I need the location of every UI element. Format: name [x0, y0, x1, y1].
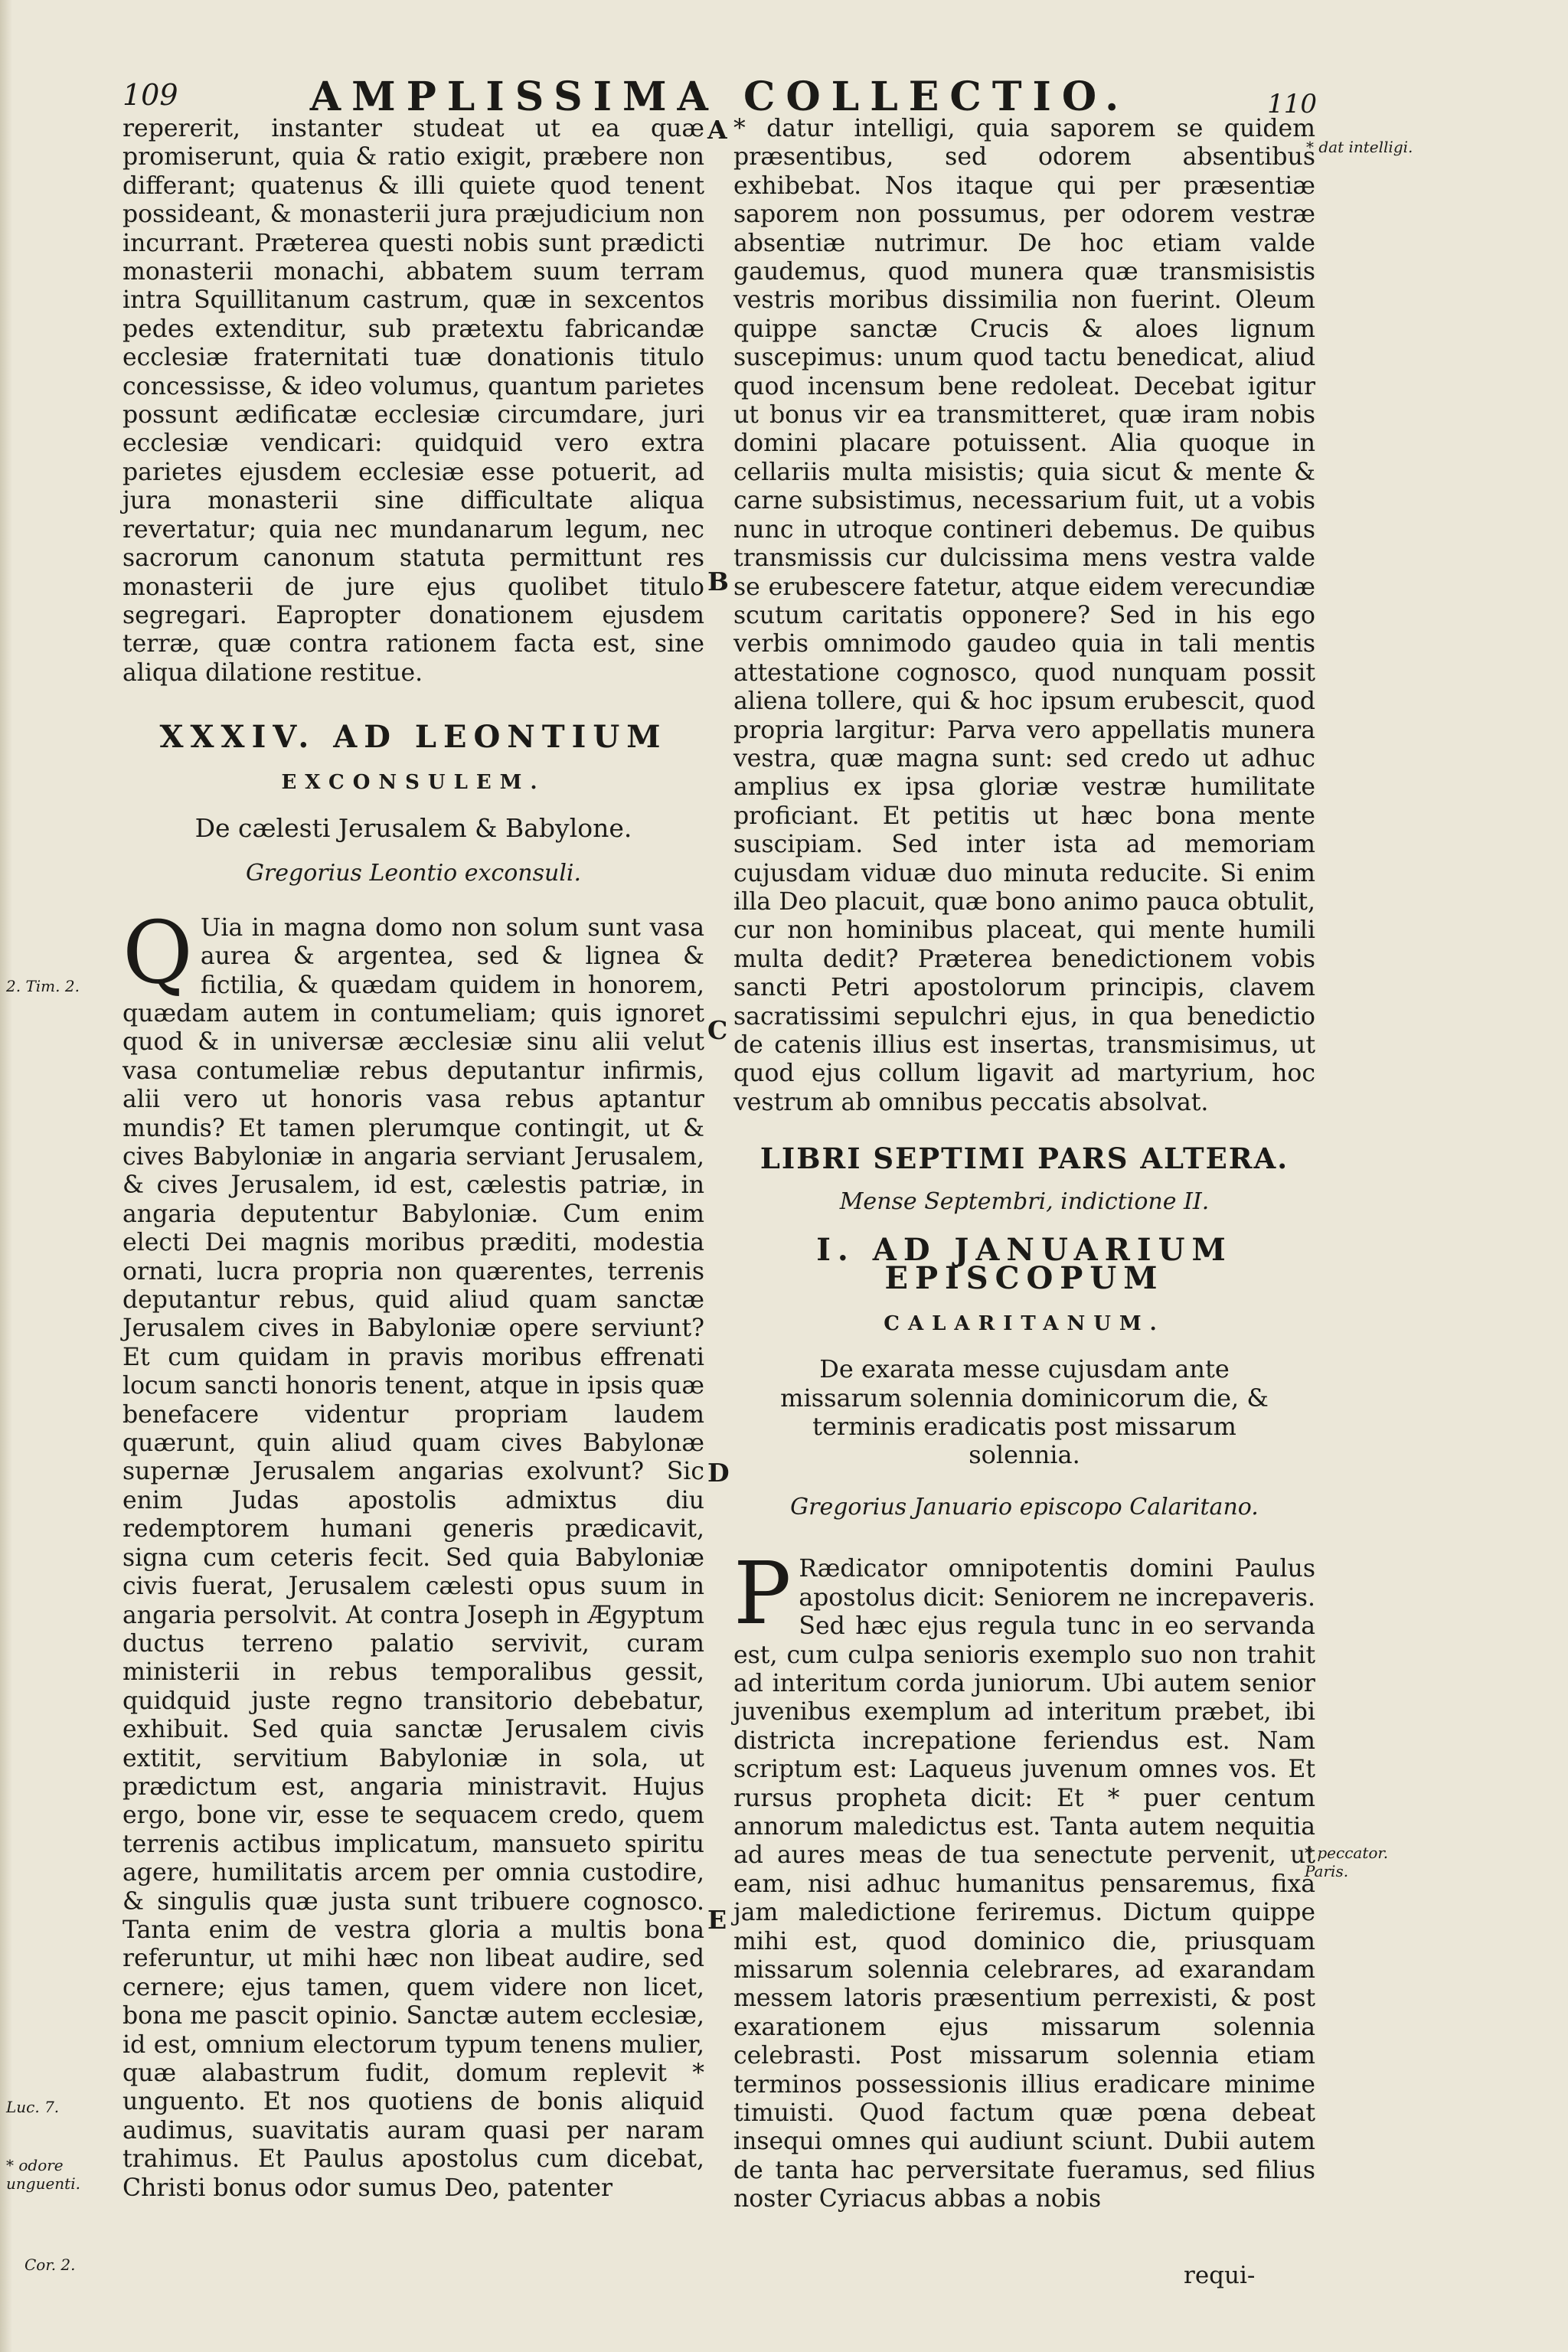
letter-body-januarius — [733, 1544, 1315, 2213]
left-column — [122, 115, 704, 2203]
right-intro-paragraph: * datur intelligi, quia saporem se quidem præsentibus, sed odorem absentibus exhibebat. Nos itaque qui per præsentiæ saporem non possumus, per odorem vestræ absentiæ nutrimur. De hoc etiam valde gaudemus, quod munera quæ transmisistis vestris moribus dissimilia non fuerint. Oleum quippe sanctæ Crucis & aloes lignum suscepimus: unum quod tactu benedicat, aliud quod incensum bene redoleat. Decebat igitur ut bonus vir ea transmitteret, quæ iram nobis domini placare potuissent. Alia quoque in cellariis multa misistis; quia sicut & mente & carne subsistimus, necessarium fuit, ut a vobis nunc in utroque contineri debemus. De quibus transmissis cur dulcissima mens vestra valde se erubescere fatetur, atque eidem verecundiæ scutum caritatis opponere? Sed in his ego verbis omnimodo gaudeo quia in tali mentis attestatione cognosco, quod nunquam possit aliena tollere, qui & hoc ipsum erubescit, quod propria largitur: Parva vero appellatis munera vestra, quæ magna sunt: sed credo ut adhuc amplius ex ipsa gloriæ vestræ humilitate proficiant. Et petitis ut hæc bona mente suscipiam. Sed inter ista ad memoriam cujusdam viduæ duo minuta reducite. Si enim illa Deo placuit, quæ bono animo pauca obtulit, cur non hominibus placeat, qui mente humili multa dedit? Præterea benedictionem vobis sancti Petri apostolorum principis, clavem sacratissimi sepulchri ejus, in qua benedictio de catenis illius est insertas, transmisimus, ut quod ejus collum ligavit ad martyrium, hoc vestrum ab omnibus peccatis absolvat. — [733, 115, 1315, 1116]
page-number-right: 110 — [1267, 89, 1317, 119]
section-letter-e: E — [707, 1905, 727, 1935]
page-number-left: 109 — [122, 78, 178, 112]
section-topic-right: De exarata messe cujusdam ante missarum solennia dominicorum die, & terminis eradicatis post missarum solennia. — [780, 1354, 1269, 1470]
section-letter-c: C — [707, 1015, 728, 1045]
margin-note-odore: * odore unguenti. — [6, 2156, 80, 2193]
margin-note-luc: Luc. 7. — [6, 2098, 60, 2116]
margin-note-dat-intelligi: * dat intelligi. — [1306, 138, 1413, 156]
section-heading-i: I. AD JANUARIUM EPISCOPUM — [816, 1232, 1233, 1297]
right-column — [733, 115, 1315, 2214]
date-line: Mense Septembri, indictione II. — [839, 1187, 1210, 1215]
section-subheading: EXCONSULEM. — [281, 770, 546, 794]
drop-cap-right: P — [733, 1544, 792, 1645]
catchword: requi- — [1184, 2262, 1256, 2289]
left-intro-paragraph: repererit, instanter studeat ut ea quæ promiserunt, quia & ratio exigit, præbere non differant; quatenus & illi quiete quod tenent possideant, & monasterii jura præjudicium non incurrant. Præterea questi nobis sunt prædicti monasterii monachi, abbatem suum terram intra Squillitanum castrum, quæ in sexcentos pedes extenditur, sub prætextu fabricandæ ecclesiæ fraternitati tuæ donationis titulo concessisse, & ideo volumus, quantum parietes possunt ædificatæ ecclesiæ circumdare, juri ecclesiæ vendicari: quidquid vero extra parietes ejusdem ecclesiæ esse potuerit, ad jura monasterii sine difficultate aliqua revertatur; quia nec mundanarum legum, nec sacrorum canonum statuta permittunt res monasterii de jure ejus quolibet titulo segregari. Eapropter donationem ejusdem terræ, quæ contra rationem facta est, sine aliqua dilatione restitue. — [122, 115, 704, 687]
running-title: AMPLISSIMA COLLECTIO. — [309, 74, 1130, 120]
margin-note-cor: Cor. 2. — [24, 2256, 76, 2274]
letter-byline: Gregorius Leontio exconsuli. — [245, 860, 582, 887]
book-part-heading: LIBRI SEPTIMI PARS ALTERA. — [760, 1142, 1289, 1176]
drop-cap: Q — [122, 903, 193, 1003]
letter-byline-right: Gregorius Januario episcopo Calaritano. — [790, 1493, 1259, 1521]
letter-text-right: Rædicator omnipotentis domini Paulus apostolus dicit: Seniorem ne increpaveris. Sed hæc ejus regula tunc in eo servanda est, cum culpa senioris exemplo suo non trahit ad interitum corda juniorum. Ubi autem senior juvenibus exemplum ad interitum præbet, ibi districta increpatione feriendus est. Nam scriptum est: Laqueus juvenum omnes vos. Et rursus propheta dicit: Et * puer centum annorum maledictus est. Tanta autem nequitia ad aures meas de tua senectute pervenit, ut eam, nisi adhuc humanitus pensaremus, fixa jam maledictione feriremus. Dictum quippe mihi est, quod dominico die, priusquam missarum solennia celebrares, ad exarandam messem latoris præsentium perrexisti, & post exarationem ejus missarum solennia celebrasti. Post missarum solennia etiam terminos possessionis illius eradicare minime timuisti. Quod factum quæ pœna debeat insequi omnes qui audiunt sciunt. Dubii autem de tanta hac perversitate fueramus, sed filius noster Cyriacus abbas a nobis — [733, 1555, 1315, 2213]
section-heading-xxxiv: XXXIV. AD LEONTIUM — [159, 719, 668, 756]
binding-gutter — [0, 0, 12, 2352]
section-letter-d: D — [707, 1458, 730, 1488]
section-letter-b: B — [707, 567, 729, 596]
running-header — [122, 74, 1317, 119]
section-topic: De cælesti Jerusalem & Babylone. — [194, 812, 632, 843]
section-subheading-calaritanum: CALARITANUM. — [884, 1312, 1165, 1335]
letter-body-leontius — [122, 903, 704, 2203]
letter-text: Uia in magna domo non solum sunt vasa aurea & argentea, sed & lignea & fictilia, & quædam quidem in honorem, quædam autem in contumeliam; quis ignoret quod & in universæ æcclesiæ sinu alii velut vasa contumeliæ rebus deputantur infirmis, alii vero ut honoris vasa rebus aptantur mundis? Et tamen plerumque contingit, ut & cives Babyloniæ in angaria serviant Jerusalem, & cives Jerusalem, id est, cælestis patriæ, in angaria deputentur Babyloniæ. Cum enim electi Dei magnis moribus præditi, modestia ornati, lucra propria non quærentes, terrenis deputantur rebus, quid aliud quam sanctæ Jerusalem cives in Babyloniæ opere serviunt? Et cum quidam in pravis moribus effrenati locum sancti honoris tenent, atque in ipsis quæ benefacere videntur propriam laudem quærunt, quin aliud quam cives Babylonæ supernæ Jerusalem angarias exolvunt? Sic enim Judas apostolis admixtus diu redemptorem humani generis prædicavit, signa cum ceteris fecit. Sed quia Babyloniæ civis fuerat, Jerusalem cælesti opus suum in angaria persolvit. At contra Joseph in Ægyptum ductus terreno palatio servivit, curam ministerii in rebus temporalibus gessit, quidquid juste regno transitorio debebatur, exhibuit. Sed quia sanctæ Jerusalem civis extitit, servitium Babyloniæ in sola, ut prædictum est, angaria ministravit. Hujus ergo, bone vir, esse te sequacem credo, quem terrenis actibus implicatum, mansueto spiritu agere, humilitatis arcem per omnia custodire, & singulis quæ justa sunt tribuere cognosco. Tanta enim de vestra gloria a multis bona referuntur, ut mihi hæc non libeat audire, sed cernere; ejus tamen, quem videre non licet, bona me pascit opinio. Sanctæ autem ecclesiæ, id est, omnium electorum typum tenens mulier, quæ alabastrum fudit, domum replevit * unguento. Et nos quotiens de bonis aliquid audimus, suavitatis auram quasi per naram trahimus. Et Paulus apostolus cum dicebat, Christi bonus odor sumus Deo, patenter — [122, 913, 704, 2202]
section-letter-a: A — [707, 115, 727, 145]
margin-note-peccator: * peccator. Paris. — [1305, 1844, 1389, 1880]
margin-note-tim: 2. Tim. 2. — [6, 977, 80, 995]
